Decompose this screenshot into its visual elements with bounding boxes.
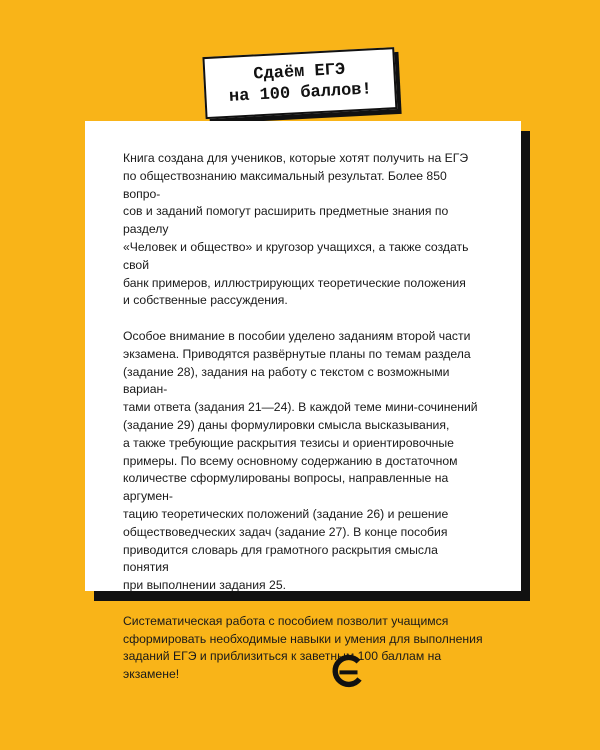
paragraph-3: Систематическая работа с пособием позволит учащимся сформировать необходимые навыки и умения для выполнения заданий ЕГЭ и приблизиться к заветным 100 баллам на экзамене! — [123, 613, 483, 682]
paragraph-1: Книга создана для учеников, которые хотят получить на ЕГЭ по обществознанию максимальный результат. Более 850 вопро- сов и заданий помогут расширить предметные знания по разделу «Человек и общество» и кругозор учащихся, а также создать свой банк примеров, иллюстрирующих теоретические положения и собственные рассуждения. — [123, 151, 469, 308]
badge-line-2: на 100 баллов! — [228, 80, 373, 107]
badge-line-1: Сдаём ЕГЭ — [252, 60, 346, 85]
description-card — [85, 121, 521, 682]
publisher-logo-icon — [331, 652, 365, 688]
paragraph-2: Особое внимание в пособии уделено заданиям второй части экзамена. Приводятся развёрнутые планы по темам раздела (задание 28), задания на работу с текстом с возможными вариан- тами ответа (задания 21—24). В каждой теме мини-сочинений (задание 29) даны формулировки смысла высказывания, а также требующие раскрытия тезисы и ориентировочные примеры. По всему основному содержанию в достаточном количестве сформулированы вопросы, направленные на аргумен- тацию теоретических положений (задание 26) и решение обществоведческих задач (задание 27). В конце пособия приводится словарь для грамотного раскрытия смысла понятия при выполнении задания 25. — [123, 328, 478, 593]
title-badge — [202, 47, 401, 123]
badge-box — [202, 47, 397, 119]
